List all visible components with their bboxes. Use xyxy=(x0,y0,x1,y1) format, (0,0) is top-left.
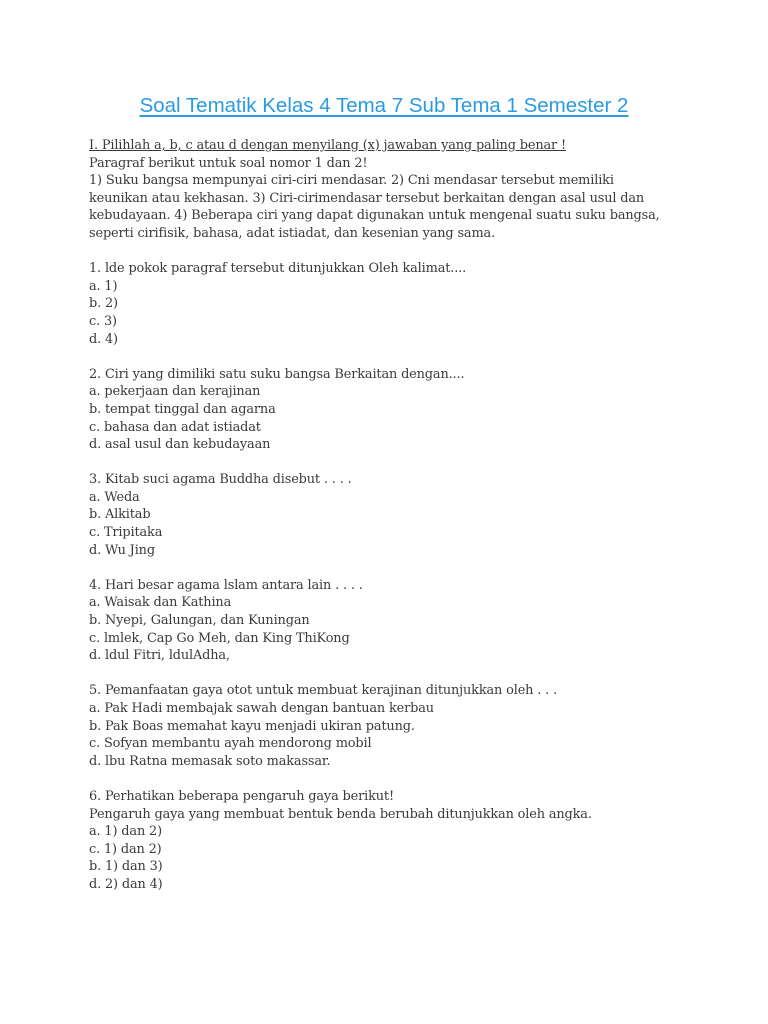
answer-option: c. 3) xyxy=(89,313,117,329)
question-2 xyxy=(89,366,729,454)
question-5 xyxy=(89,682,729,770)
answer-option: a. Weda xyxy=(89,489,140,505)
answer-option: b. tempat tinggal dan agarna xyxy=(89,401,276,417)
answer-option: a. pekerjaan dan kerajinan xyxy=(89,384,261,400)
answer-option: d. 2) dan 4) xyxy=(89,876,163,892)
answer-option: c. Tripitaka xyxy=(89,525,163,541)
answer-option: c. bahasa dan adat istiadat xyxy=(89,419,261,435)
answer-option: a. 1) dan 2) xyxy=(89,824,162,840)
question-text: 6. Perhatikan beberapa pengaruh gaya berikut! xyxy=(89,788,394,804)
document-title[interactable]: Soal Tematik Kelas 4 Tema 7 Sub Tema 1 Semester 2 xyxy=(139,94,629,117)
answer-option: c. lmlek, Cap Go Meh, dan King ThiKong xyxy=(89,630,350,646)
answer-option: a. Pak Hadi membajak sawah dengan bantuan kerbau xyxy=(89,701,434,716)
answer-option: d. asal usul dan kebudayaan xyxy=(89,437,271,453)
answer-option: c. 1) dan 2) xyxy=(89,841,162,857)
answer-option: b. Alkitab xyxy=(89,507,151,523)
question-text: 4. Hari besar agama lslam antara lain . . . . xyxy=(89,577,363,593)
paragraph-line: kebudayaan. 4) Beberapa ciri yang dapat digunakan untuk mengenal suatu suku bangsa, xyxy=(89,208,660,224)
question-6 xyxy=(89,788,729,894)
answer-option: d. 4) xyxy=(89,331,118,347)
answer-option: d. lbu Ratna memasak soto makassar. xyxy=(89,753,331,769)
question-text: 5. Pemanfaatan gaya otot untuk membuat kerajinan ditunjukkan oleh . . . xyxy=(89,683,558,699)
answer-option: c. Sofyan membantu ayah mendorong mobil xyxy=(89,736,372,752)
question-3 xyxy=(89,471,729,559)
answer-option: a. Waisak dan Kathina xyxy=(89,595,232,611)
question-4 xyxy=(89,577,729,665)
answer-option: b. 2) xyxy=(89,296,118,312)
answer-option: a. 1) xyxy=(89,278,118,294)
question-text: Pengaruh gaya yang membuat bentuk benda berubah ditunjukkan oleh angka. xyxy=(89,806,592,822)
paragraph-line: keunikan atau kekhasan. 3) Ciri-cirimendasar tersebut berkaitan dengan asal usul dan xyxy=(89,190,645,206)
answer-option: d. ldul Fitri, ldulAdha, xyxy=(89,648,230,664)
paragraph-line: seperti cirifisik, bahasa, adat istiadat, dan kesenian yang sama. xyxy=(89,225,496,241)
question-1 xyxy=(89,260,729,348)
question-text: 2. Ciri yang dimiliki satu suku bangsa Berkaitan dengan.... xyxy=(89,366,465,382)
answer-option: b. Pak Boas memahat kayu menjadi ukiran patung. xyxy=(89,718,415,734)
question-text: 3. Kitab suci agama Buddha disebut . . . . xyxy=(89,472,352,488)
instruction: I. Pilihlah a, b, c atau d dengan menyilang (x) jawaban yang paling benar ! xyxy=(89,138,566,153)
document-content xyxy=(89,137,729,894)
paragraph-line: 1) Suku bangsa mempunyai ciri-ciri mendasar. 2) Cni mendasar tersebut memiliki xyxy=(89,173,614,189)
answer-option: b. 1) dan 3) xyxy=(89,859,163,875)
question-text: 1. lde pokok paragraf tersebut ditunjukkan Oleh kalimat.... xyxy=(89,261,467,277)
answer-option: d. Wu Jing xyxy=(89,542,155,558)
answer-option: b. Nyepi, Galungan, dan Kuningan xyxy=(89,613,310,629)
paragraph-intro: Paragraf berikut untuk soal nomor 1 dan 2! xyxy=(89,155,368,171)
